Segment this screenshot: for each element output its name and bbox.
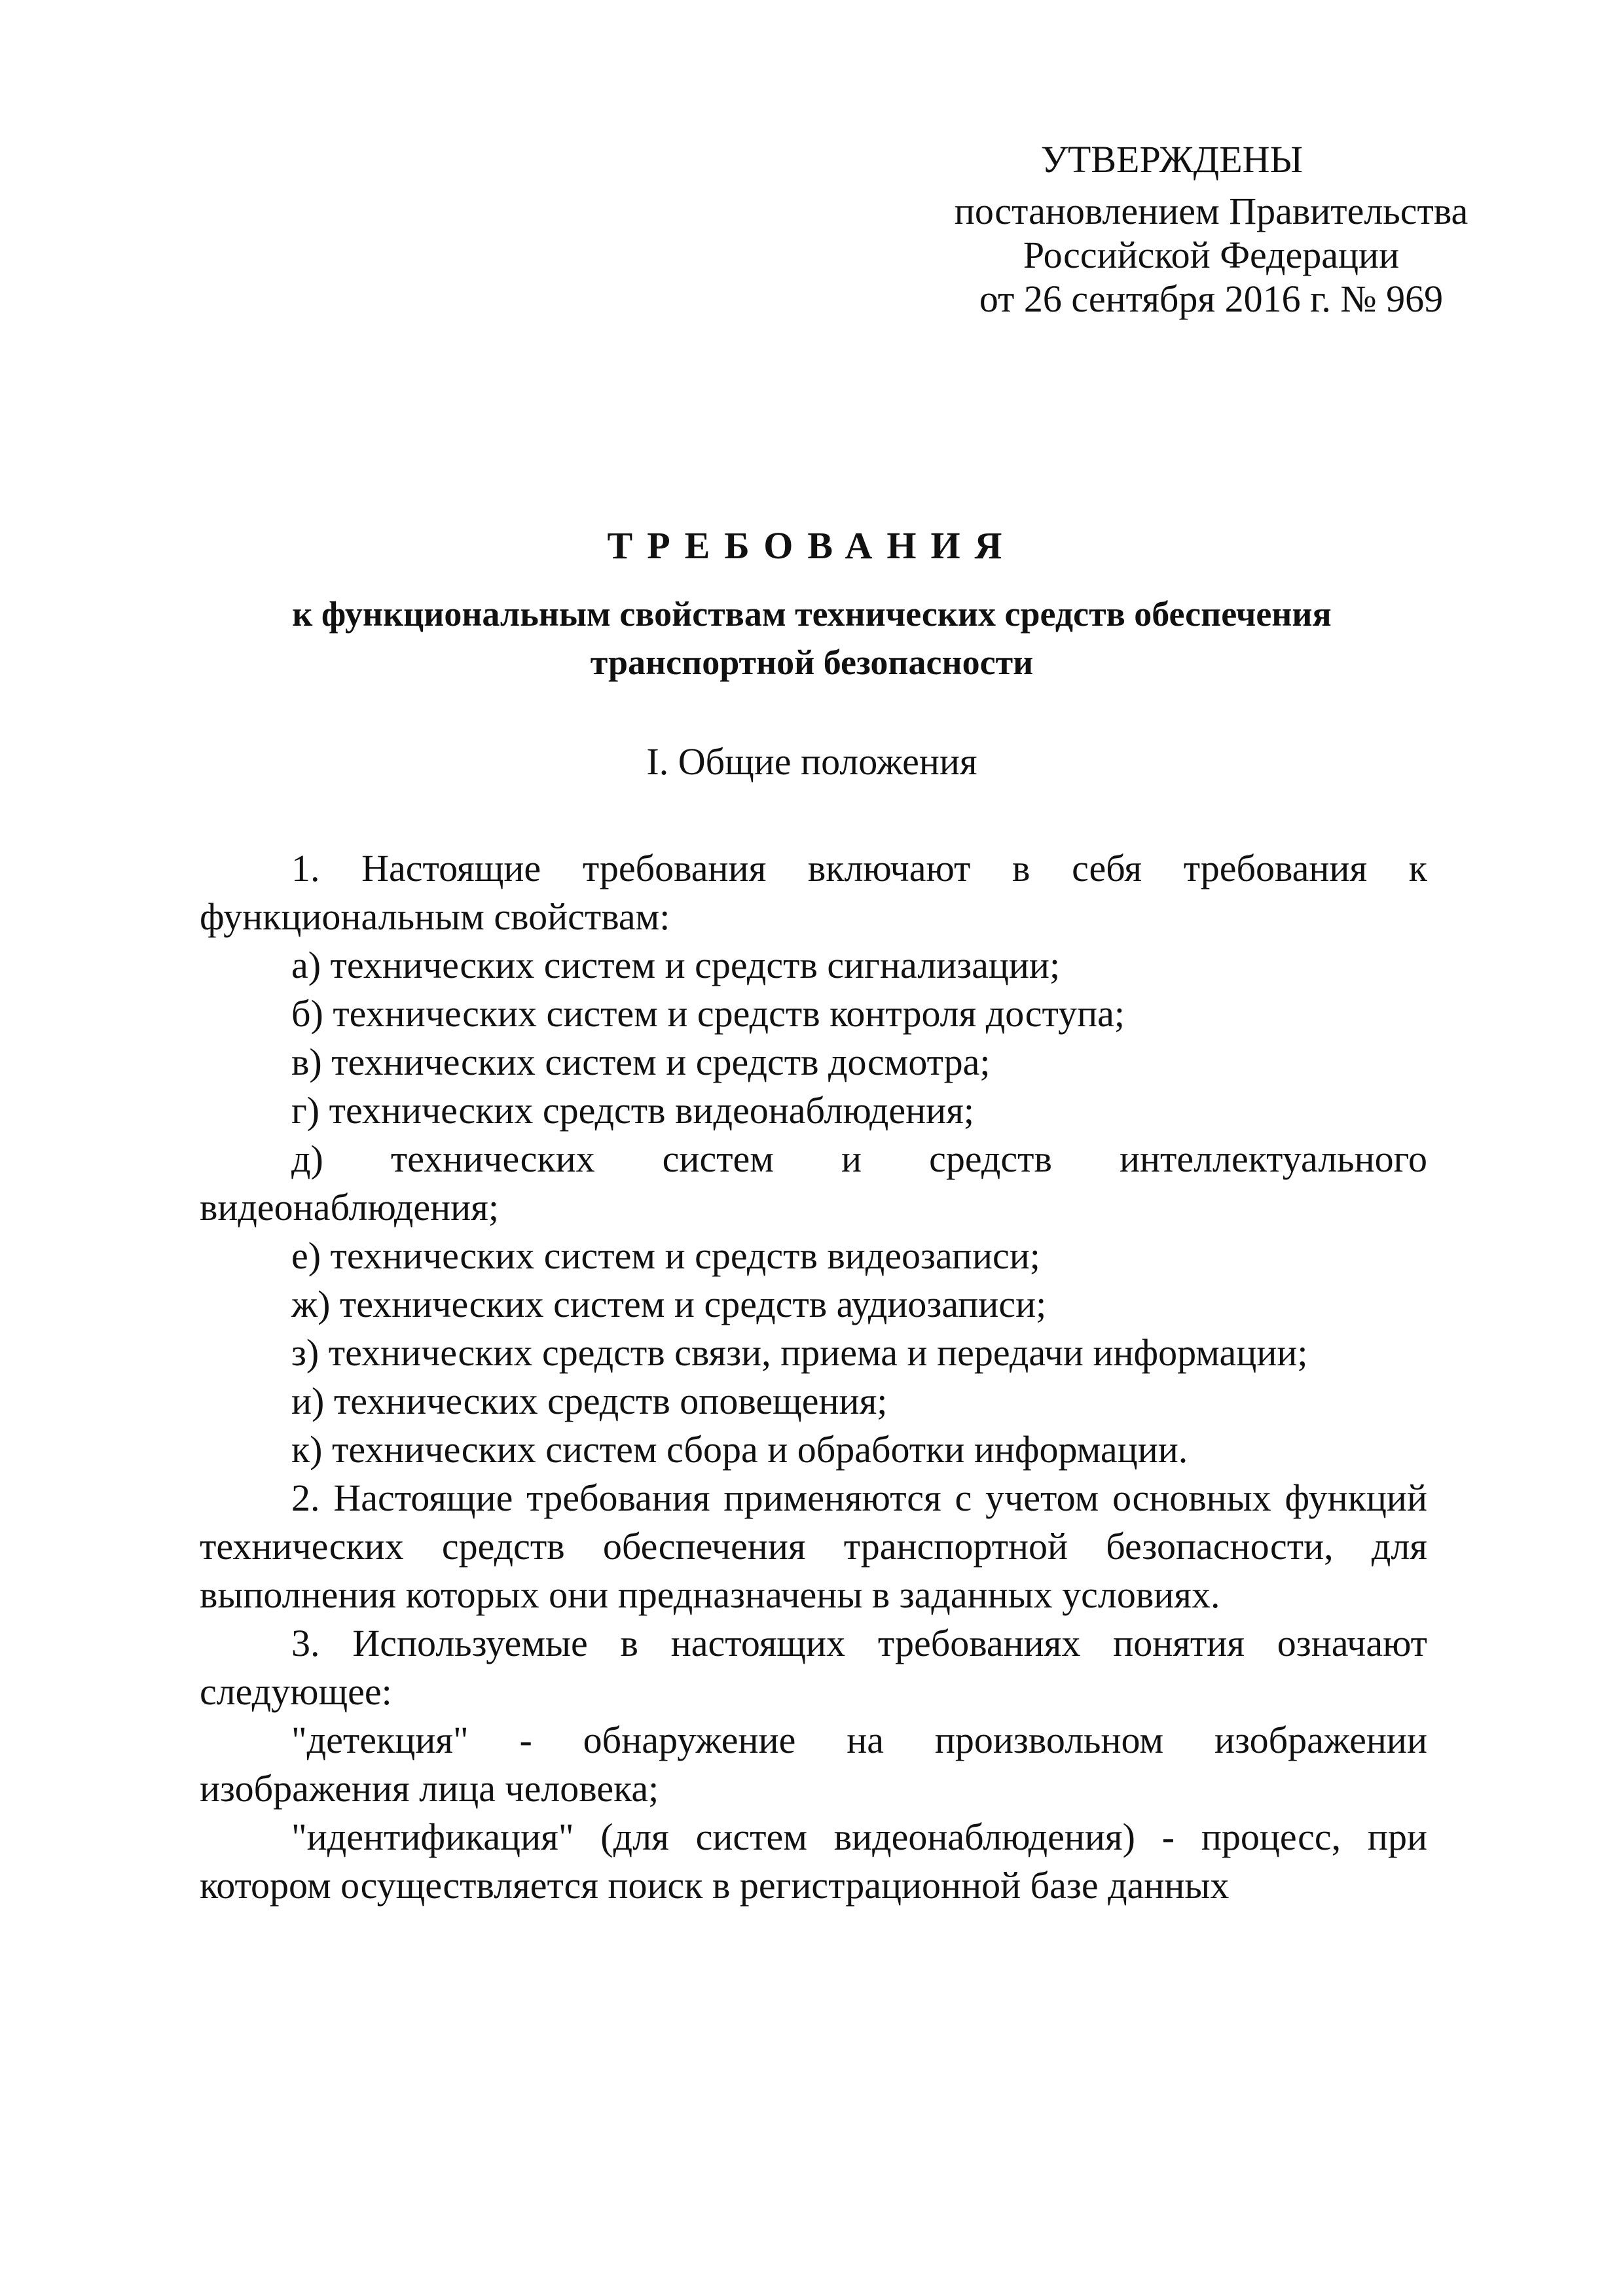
list-item-g: г) технических средств видеонаблюдения; [291, 1089, 975, 1132]
list-item-k: к) технических систем сбора и обработки информации. [291, 1428, 1188, 1471]
list-item-zh: ж) технических систем и средств аудиозаписи; [291, 1283, 1047, 1325]
list-item-d: д) технических систем и средств интеллектуального видеонаблюдения; [200, 1138, 1427, 1229]
approval-title: УТВЕРЖДЕНЫ [1040, 138, 1304, 181]
section-heading: I. Общие положения [646, 740, 977, 783]
definition-detection: "детекция" - обнаружение на произвольном изображении изображения лица человека; [200, 1719, 1427, 1810]
definition-identification: "идентификация" (для систем видеонаблюдения) - процесс, при котором осуществляется поиск в регистрационной базе данных [200, 1816, 1427, 1907]
document-subtitle-line-1: к функциональным свойствам технических средств обеспечения [292, 594, 1332, 634]
document-body [200, 844, 1427, 1910]
list-item-a: а) технических систем и средств сигнализации; [291, 944, 1061, 986]
list-item-b: б) технических систем и средств контроля доступа; [291, 992, 1125, 1035]
approval-stamp [851, 137, 1571, 321]
paragraph-3: 3. Используемые в настоящих требованиях понятия означают следующее: [200, 1622, 1427, 1713]
paragraph-1: 1. Настоящие требования включают в себя требования к функциональным свойствам: [200, 847, 1427, 938]
approval-line-2: Российской Федерации [1023, 234, 1400, 276]
document-subtitle-line-2: транспортной безопасности [590, 643, 1034, 682]
title-block [196, 524, 1427, 687]
list-item-z: з) технических средств связи, приема и передачи информации; [291, 1331, 1308, 1374]
approval-line-3: от 26 сентября 2016 г. № 969 [979, 278, 1444, 320]
list-item-v: в) технических систем и средств досмотра; [291, 1041, 991, 1083]
approval-line-1: постановлением Правительства [954, 190, 1468, 232]
paragraph-2: 2. Настоящие требования применяются с учетом основных функций технических средств обеспечения транспортной безопасности, для выполнения которых они предназначены в заданных условиях. [200, 1477, 1427, 1616]
document-subtitle [196, 590, 1427, 687]
document-title: ТРЕБОВАНИЯ [607, 524, 1017, 567]
list-item-e: е) технических систем и средств видеозаписи; [291, 1234, 1040, 1277]
list-item-i: и) технических средств оповещения; [291, 1380, 888, 1422]
